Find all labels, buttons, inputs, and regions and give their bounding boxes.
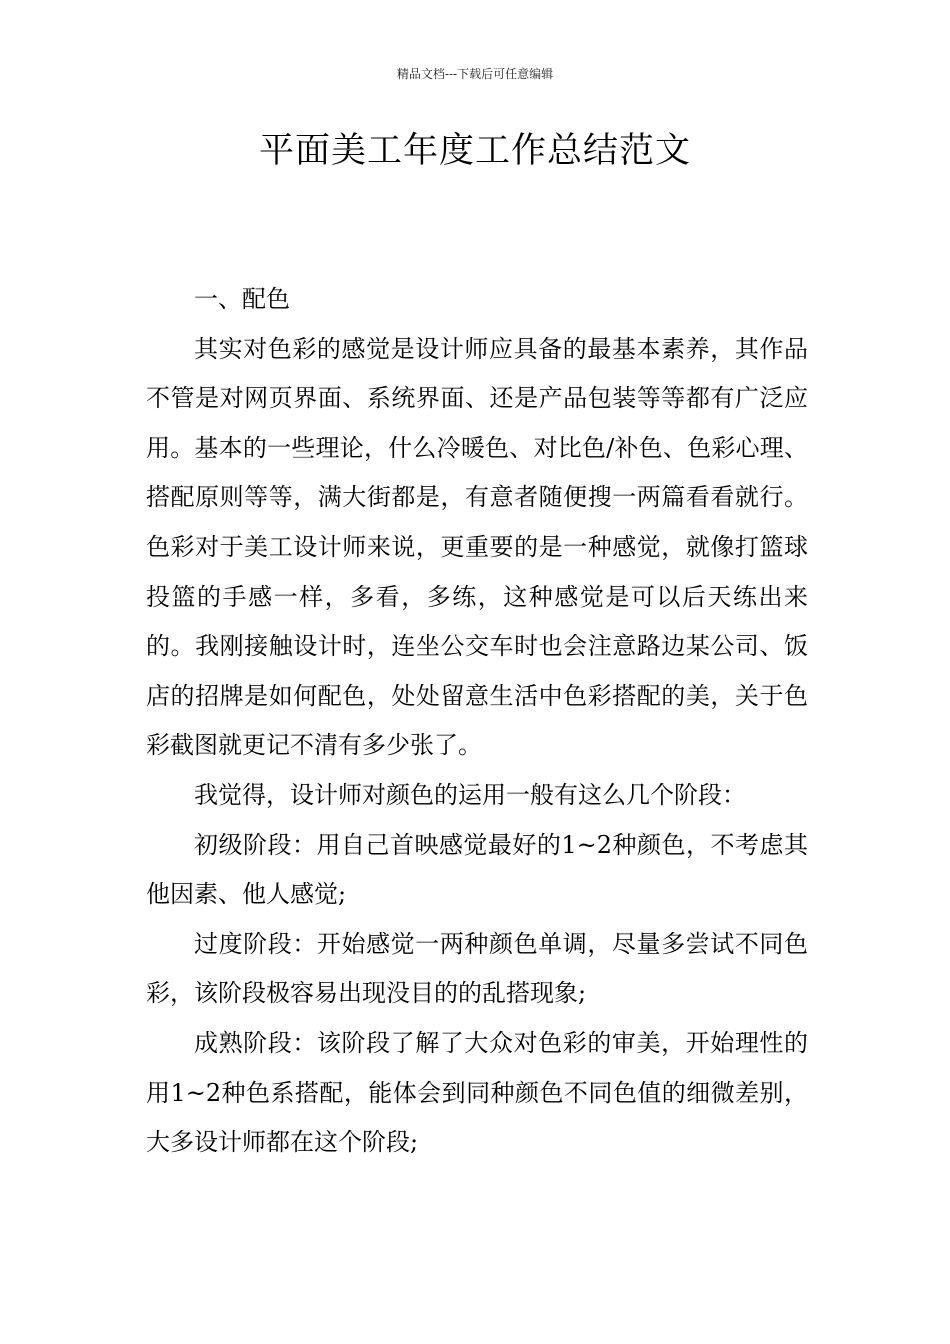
document-body (146, 275, 808, 1168)
paragraph-stage-mature: 成熟阶段：该阶段了解了大众对色彩的审美，开始理性的用1~2种色系搭配，能体会到同种颜色不同色值的细微差别，大多设计师都在这个阶段; (146, 1028, 808, 1157)
paragraph-stage-transition: 过度阶段：开始感觉一两种颜色单调，尽量多尝试不同色彩，该阶段极容易出现没目的的乱搭现象; (146, 929, 808, 1008)
page-header-note: 精品文档---下载后可任意编辑 (396, 67, 554, 81)
document-title: 平面美工年度工作总结范文 (258, 131, 691, 171)
paragraph-stage-beginner: 初级阶段：用自己首映感觉最好的1~2种颜色，不考虑其他因素、他人感觉; (146, 830, 808, 909)
section-heading-color: 一、配色 (194, 285, 290, 313)
paragraph-stages-intro: 我觉得，设计师对颜色的运用一般有这么几个阶段： (194, 780, 746, 809)
paragraph-color-intro: 其实对色彩的感觉是设计师应具备的最基本素养，其作品不管是对网页界面、系统界面、还是产品包装等等都有广泛应用。基本的一些理论，什么冷暖色、对比色/补色、色彩心理、搭配原则等等，满大街都是，有意者随便搜一两篇看看就行。色彩对于美工设计师来说，更重要的是一种感觉，就像打篮球投篮的手感一样，多看，多练，这种感觉是可以后天练出来的。我刚接触设计时，连坐公交车时也会注意路边某公司、饭店的招牌是如何配色，处处留意生活中色彩搭配的美，关于色彩截图就更记不清有多少张了。 (146, 334, 808, 760)
